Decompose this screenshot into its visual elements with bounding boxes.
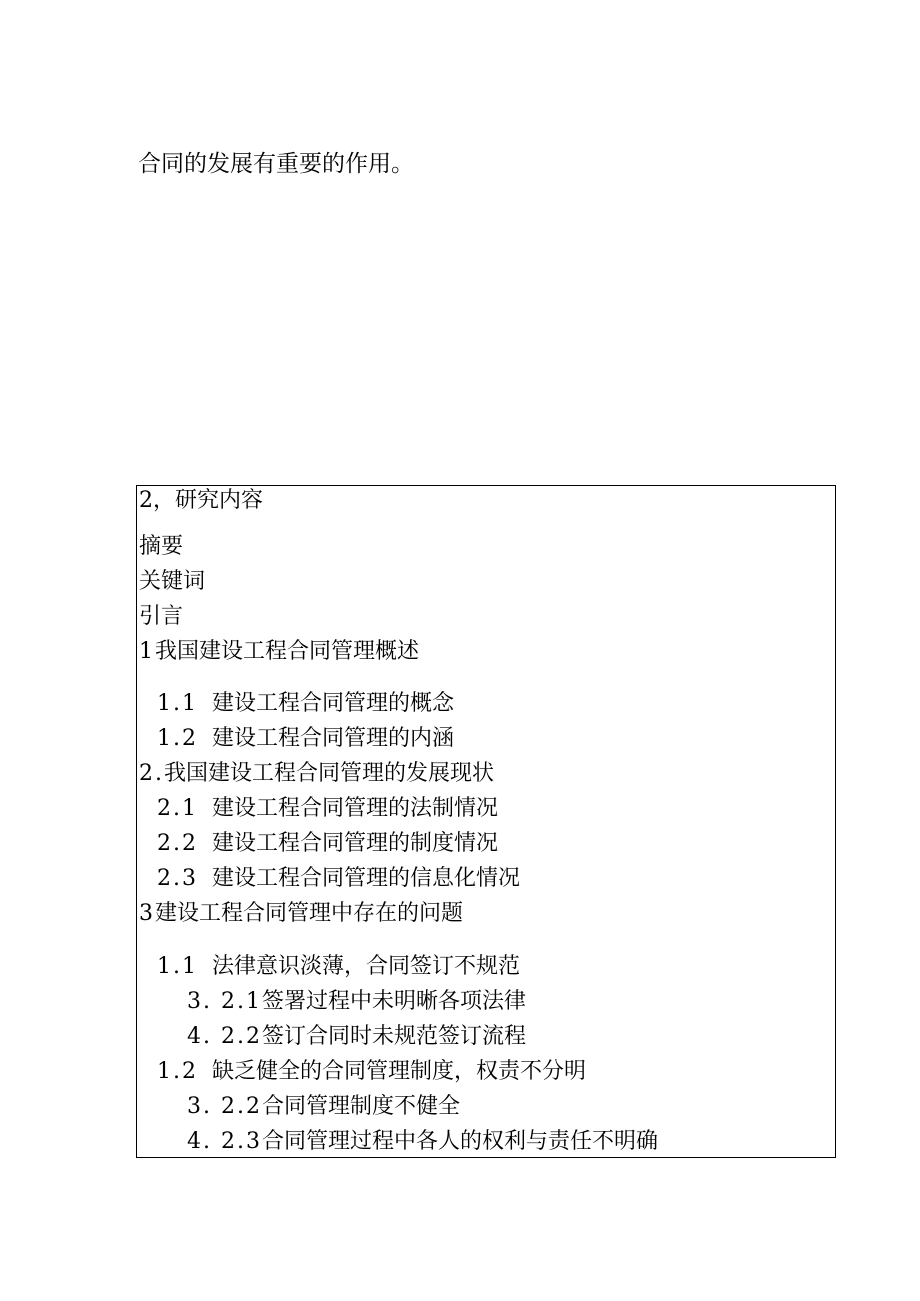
toc-item-text: 签署过程中未明晰各项法律 (261, 989, 526, 1014)
toc-item-3-1-1 (157, 952, 520, 982)
toc-item-number: 3. 2.2 (187, 1094, 262, 1119)
toc-item-1-1 (157, 689, 454, 719)
toc-subitem-4-2-2 (187, 1022, 526, 1052)
toc-item-keywords (139, 567, 205, 597)
toc-item-number: 3 (139, 901, 155, 926)
toc-item-text: 摘要 (139, 534, 184, 559)
research-content-box (136, 485, 836, 1158)
toc-item-number: 2.1 (157, 796, 198, 821)
toc-item-text: 建设工程合同管理的概念 (212, 691, 455, 716)
toc-subitem-4-2-3 (187, 1127, 658, 1157)
toc-item-introduction (139, 602, 183, 632)
toc-chapter-1 (139, 637, 419, 667)
toc-item-number: 2.2 (157, 831, 198, 856)
toc-subitem-3-2-2 (187, 1092, 460, 1122)
toc-item-text: 合同管理过程中各人的权利与责任不明确 (261, 1129, 658, 1154)
toc-item-text: 引言 (139, 604, 184, 629)
toc-subitem-3-2-1 (187, 987, 526, 1017)
toc-item-number: 4. 2.3 (187, 1129, 262, 1154)
toc-item-number: 1.1 (157, 954, 198, 979)
toc-item-1-2 (157, 724, 454, 754)
section-heading: 2，研究内容 (139, 488, 263, 513)
toc-item-text: 建设工程合同管理的内涵 (212, 726, 455, 751)
toc-item-text: 关键词 (139, 569, 206, 594)
intro-paragraph: 合同的发展有重要的作用。 (138, 151, 414, 177)
toc-item-text: 合同管理制度不健全 (261, 1094, 460, 1119)
toc-item-2-1 (157, 794, 498, 824)
toc-item-2-3 (157, 864, 520, 894)
toc-item-number: 1.2 (157, 726, 198, 751)
toc-item-text: 缺乏健全的合同管理制度，权责不分明 (212, 1059, 587, 1084)
toc-chapter-3 (139, 899, 463, 929)
toc-item-text: 我国建设工程合同管理的发展现状 (164, 761, 495, 786)
toc-item-text: 我国建设工程合同管理概述 (155, 639, 420, 664)
toc-item-number: 1.1 (157, 691, 198, 716)
toc-item-text: 法律意识淡薄，合同签订不规范 (212, 954, 521, 979)
toc-item-number: 2.3 (157, 866, 198, 891)
toc-item-3-1-2 (157, 1057, 586, 1087)
toc-item-number: 1.2 (157, 1059, 198, 1084)
toc-item-text: 建设工程合同管理的法制情况 (212, 796, 499, 821)
toc-item-abstract (139, 532, 183, 562)
toc-item-number: 1 (139, 639, 155, 664)
toc-item-number: 2. (139, 761, 164, 786)
toc-item-text: 签订合同时未规范签订流程 (261, 1024, 526, 1049)
toc-item-number: 4. 2.2 (187, 1024, 262, 1049)
toc-item-2-2 (157, 829, 498, 859)
toc-item-text: 建设工程合同管理的制度情况 (212, 831, 499, 856)
toc-item-number: 3. 2.1 (187, 989, 262, 1014)
toc-chapter-2 (139, 759, 494, 789)
toc-item-text: 建设工程合同管理中存在的问题 (155, 901, 464, 926)
toc-item-text: 建设工程合同管理的信息化情况 (212, 866, 521, 891)
